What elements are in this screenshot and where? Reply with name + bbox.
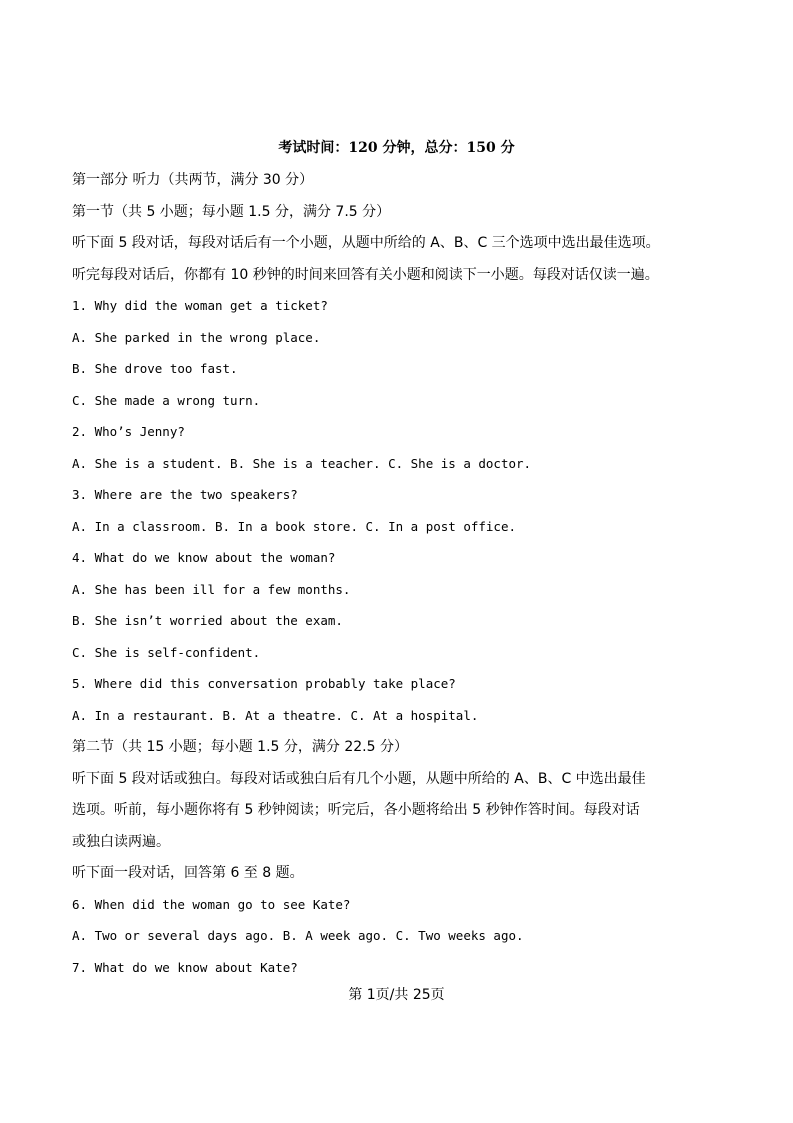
question-2-options: A. She is a student. B. She is a teacher. C. She is a doctor. (72, 455, 532, 471)
question-4-option-c: C. She is self-confident. (72, 644, 261, 660)
question-4: 4. What do we know about the woman? (72, 550, 336, 565)
section1-instructions-1: 听下面 5 段对话，每段对话后有一个小题，从题中所给的 A、B、C 三个选项中选出最佳选项。 (72, 235, 660, 251)
part1-title: 第一部分 听力（共两节，满分 30 分） (72, 172, 314, 188)
question-3-options: A. In a classroom. B. In a book store. C. In a post office. (72, 518, 517, 534)
question-3: 3. Where are the two speakers? (72, 487, 298, 502)
section2-instructions-3: 或独白读两遍。 (72, 833, 170, 850)
section2-title: 第二节（共 15 小题；每小题 1.5 分，满分 22.5 分） (72, 739, 408, 755)
section1-title: 第一节（共 5 小题；每小题 1.5 分，满分 7.5 分） (72, 203, 391, 220)
question-1-option-c: C. She made a wrong turn. (72, 392, 261, 408)
section2-instructions-1: 听下面 5 段对话或独白。每段对话或独白后有几个小题，从题中所给的 A、B、C 中选出最佳 (72, 770, 646, 787)
question-6: 6. When did the woman go to see Kate? (72, 896, 351, 912)
content (72, 170, 732, 989)
question-6-options: A. Two or several days ago. B. A week ago. C. Two weeks ago. (72, 928, 524, 943)
page-number: 第 1页/共 25页 (348, 987, 445, 1003)
section2-instructions-2: 选项。听前，每小题你将有 5 秒钟阅读；听完后，各小题将给出 5 秒钟作答时间。每段对话 (72, 802, 640, 818)
question-1-option-a: A. She parked in the wrong place. (72, 329, 321, 345)
question-5-options: A. In a restaurant. B. At a theatre. C. At a hospital. (72, 707, 479, 723)
question-4-option-a: A. She has been ill for a few months. (72, 581, 351, 597)
question-1: 1. Why did the woman get a ticket? (72, 298, 328, 313)
question-1-option-b: B. She drove too fast. (72, 361, 238, 376)
dialog-intro: 听下面一段对话，回答第 6 至 8 题。 (72, 865, 304, 881)
exam-info: 考试时间：120 分钟，总分：150 分 (278, 140, 515, 156)
question-2: 2. Who’s Jenny? (72, 424, 185, 439)
question-4-option-b: B. She isn’t worried about the exam. (72, 613, 343, 628)
section1-instructions-2: 听完每段对话后，你都有 10 秒钟的时间来回答有关小题和阅读下一小题。每段对话仅读一遍。 (72, 266, 659, 283)
question-7: 7. What do we know about Kate? (72, 959, 298, 975)
question-5: 5. Where did this conversation probably take place? (72, 676, 456, 691)
